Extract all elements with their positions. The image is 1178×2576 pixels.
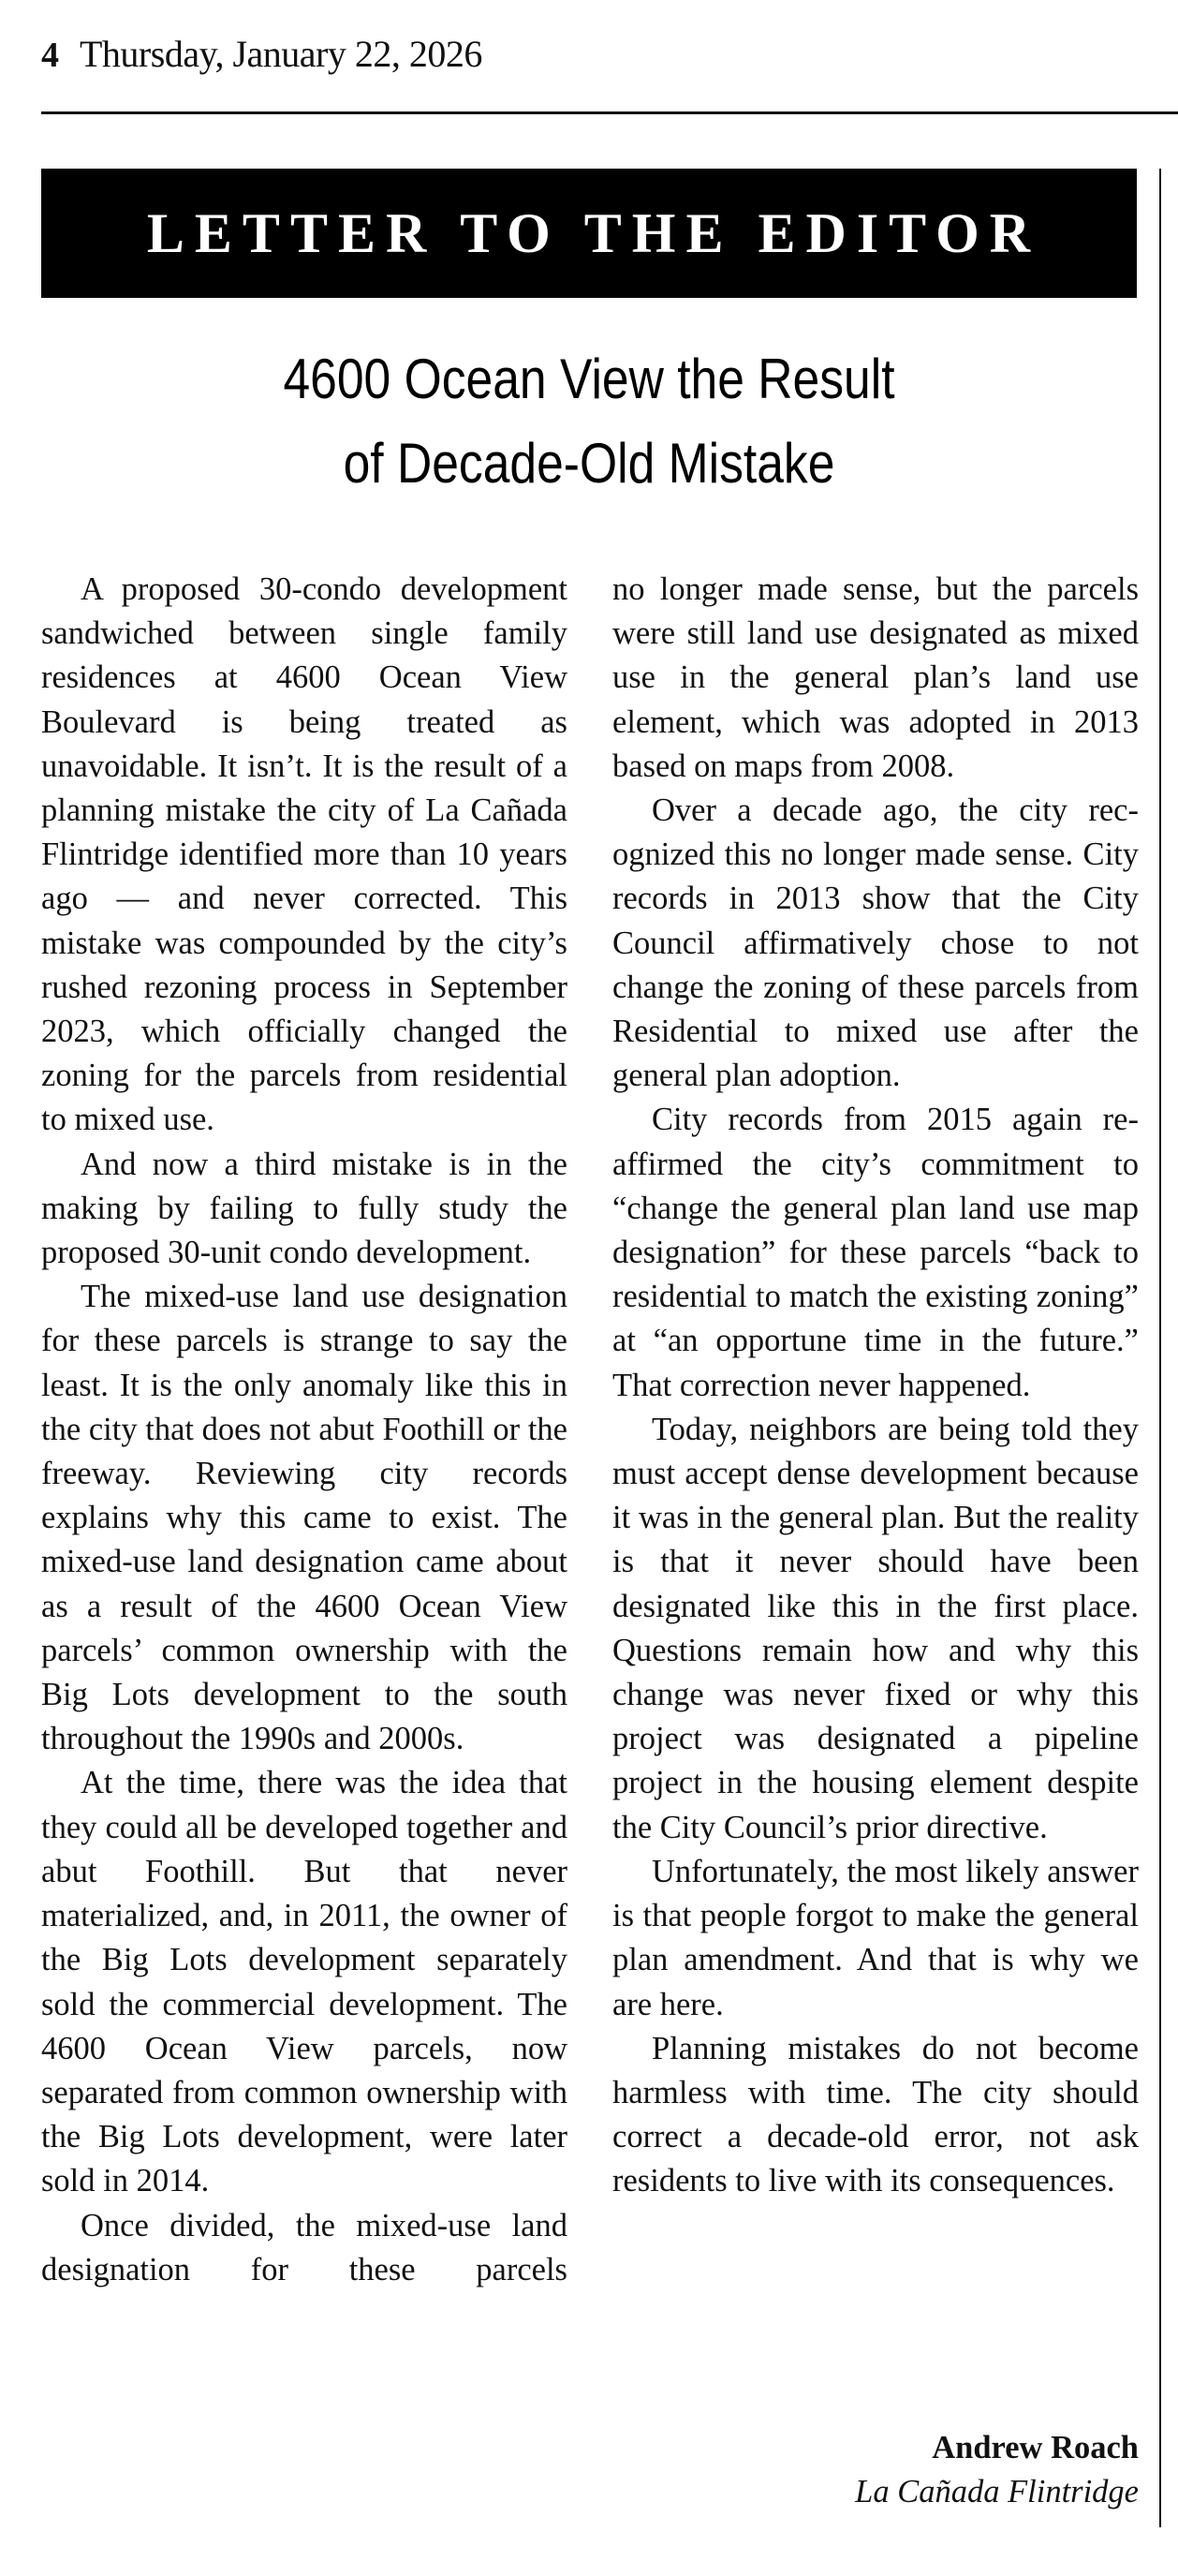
section-banner xyxy=(41,169,1137,298)
author-name: Andrew Roach xyxy=(932,2430,1139,2465)
article-headline xyxy=(118,337,1060,506)
paragraph: A proposed 30-condo development sandwiched between single family residences at 4600 Ocean View Boulevard is being treated as unavoidable. It isn’t. It is the result of a planning mistake the city of La Cañada Flintridge identified more than 10 years ago — and never corrected. This mistake was compounded by the city’s rushed rezoning process in September 2023, which officially changed the zoning for the parcels from residential to mixed use. xyxy=(41,571,567,1138)
column-rule xyxy=(1159,169,1161,2527)
page-folio xyxy=(41,28,482,81)
paragraph: Unfortunately, the most likely answer is that people forgot to make the general plan amendment. And that is why we are here. xyxy=(612,1853,1139,2022)
paragraph: And now a third mistake is in the making by failing to fully study the proposed 30-unit condo development. xyxy=(41,1146,567,1271)
header-rule xyxy=(41,111,1178,114)
section-title: LETTER TO THE EDITOR xyxy=(146,201,1041,264)
author-signature xyxy=(612,2426,1139,2514)
issue-date: Thursday, January 22, 2026 xyxy=(80,33,482,75)
paragraph: Planning mistakes do not become harmless with time. The city should correct a decade-old error, not ask residents to live with its consequences. xyxy=(612,2030,1139,2199)
paragraph: At the time, there was the idea that they could all be developed together and abut Foothill. But that never materialized, and, in 2011, the owner of the Big Lots development separately sold the commercial development. The 4600 Ocean View parcels, now separated from common ownership with the Big Lots development, were later sold in 2014. xyxy=(41,1765,567,2199)
paragraph: Over a decade ago, the city recognized this no longer made sense. City records in 2013 show that the City Council affirmatively chose to not change the zoning of these parcels from Residential to mixed use after the general plan adoption. xyxy=(612,792,1139,1094)
headline-line-1: 4600 Ocean View the Result xyxy=(283,348,895,410)
author-location: La Cañada Flintridge xyxy=(855,2474,1139,2509)
article-column-left xyxy=(41,568,567,2292)
article-column-right xyxy=(612,568,1139,2204)
headline-line-2: of Decade-Old Mistake xyxy=(343,432,835,495)
paragraph-continuation: no longer made sense, but the parcels were still land use designated as mixed use in the general plan’s land use element, which was adopted in 2013 based on maps from 2008. xyxy=(612,571,1139,784)
page-number: 4 xyxy=(41,36,59,75)
paragraph: The mixed-use land use designation for these parcels is strange to say the least. It is the only anomaly like this in the city that does not abut Foothill or the freeway. Reviewing city records explains why this came to exist. The mixed-use land designation came about as a result of the 4600 Ocean View parcels’ common ownership with the Big Lots development to the south throughout the 1990s and 2000s. xyxy=(41,1279,567,1757)
paragraph: Today, neighbors are being told they must accept dense development because it was in the general plan. But the reality is that it never should have been designated like this in the first place. Questions remain how and why this change was never fixed or why this project was designated a pipeline project in the housing element despite the City Council’s prior directive. xyxy=(612,1411,1139,1845)
paragraph: Once divided, the mixed-use land designation for these parcels xyxy=(41,2207,567,2287)
paragraph: City records from 2015 again reaffirmed the city’s commitment to “change the general plan land use map designation” for these parcels “back to residential to match the existing zoning” at “an opportune time in the future.” That correction never happened. xyxy=(612,1102,1139,1403)
